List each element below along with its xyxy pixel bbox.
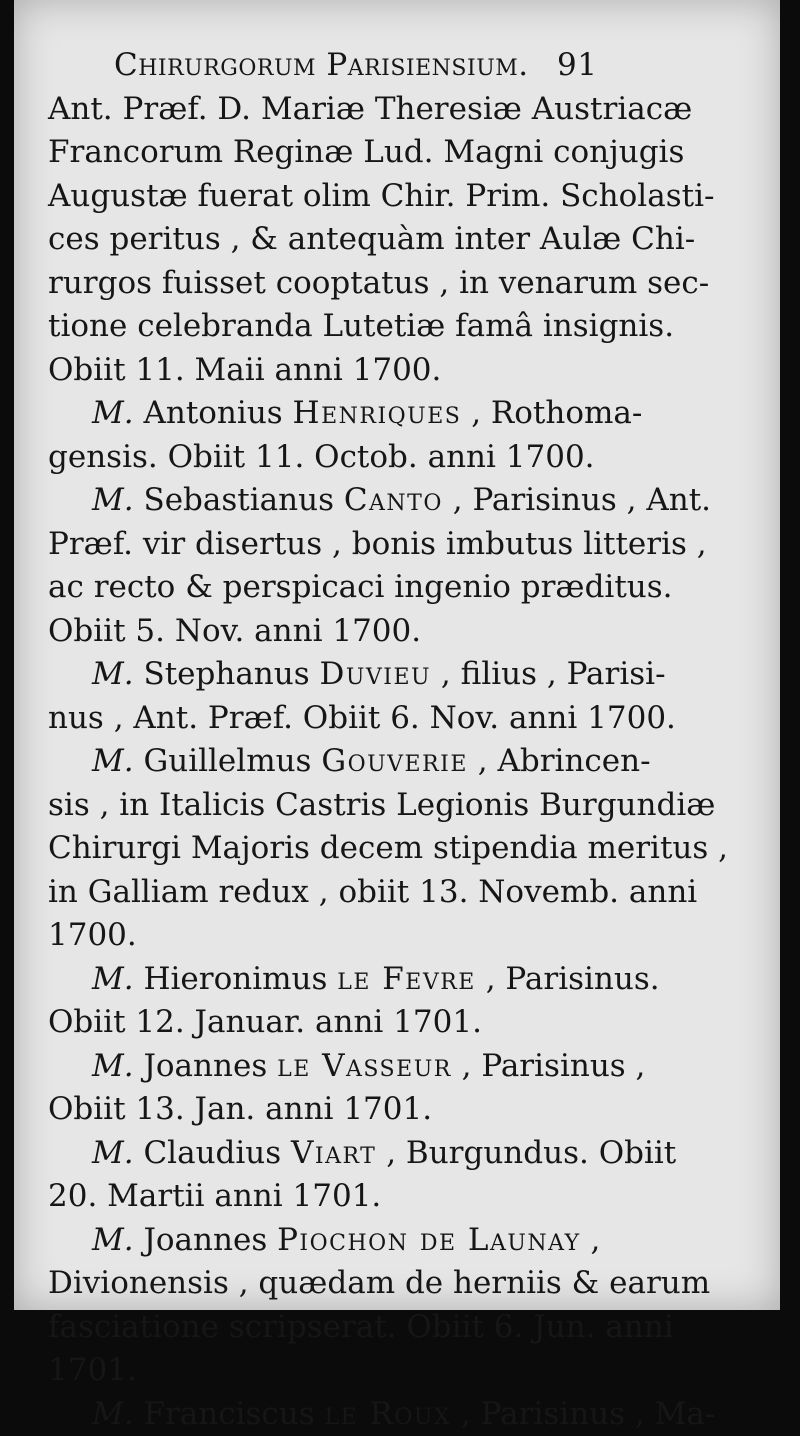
- text-segment: tione celebranda Lutetiæ famâ insignis.: [48, 308, 674, 344]
- text-segment: , Parisinus.: [476, 961, 660, 997]
- running-header: [48, 44, 738, 88]
- text-line: [48, 1045, 738, 1089]
- text-line: [48, 697, 738, 741]
- magister-abbrev: M.: [92, 743, 134, 779]
- surname: Duvieu: [320, 656, 432, 692]
- text-line: [48, 784, 738, 828]
- surname: Henriques: [293, 395, 462, 431]
- text-segment: , filius , Parisi-: [431, 656, 665, 692]
- text-line: [48, 88, 738, 132]
- text-segment: ,: [581, 1222, 601, 1258]
- text-segment: , Burgundus. Obiit: [376, 1135, 676, 1171]
- text-line: [48, 958, 738, 1002]
- text-line: [48, 1132, 738, 1176]
- text-segment: Ant. Præf. D. Mariæ Theresiæ Austriacæ: [48, 91, 692, 127]
- magister-abbrev: M.: [92, 482, 134, 518]
- text-line: [48, 1001, 738, 1045]
- magister-abbrev: M.: [92, 656, 134, 692]
- surname: Piochon de Launay: [277, 1222, 581, 1258]
- text-line: [48, 218, 738, 262]
- text-line: [48, 523, 738, 567]
- text-segment: nus , Ant. Præf. Obiit 6. Nov. anni 1700.: [48, 700, 676, 736]
- running-title: Chirurgorum Parisiensium.: [114, 47, 529, 83]
- text-segment: rurgos fuisset cooptatus , in venarum sec-: [48, 265, 709, 301]
- text-line: [48, 392, 738, 436]
- text-line: [48, 479, 738, 523]
- text-segment: in Galliam redux , obiit 13. Novemb. anni: [48, 874, 697, 910]
- text-line: [48, 566, 738, 610]
- text-line: [48, 1349, 738, 1393]
- text-segment: , Rothoma-: [461, 395, 642, 431]
- text-line: [48, 262, 738, 306]
- magister-abbrev: M.: [92, 1396, 134, 1432]
- text-segment: Claudius: [134, 1135, 291, 1171]
- text-segment: Joannes: [134, 1222, 277, 1258]
- text-segment: Obiit 5. Nov. anni 1700.: [48, 613, 421, 649]
- text-segment: , Parisinus , Ma-: [451, 1396, 715, 1432]
- text-segment: Obiit 13. Jan. anni 1701.: [48, 1091, 432, 1127]
- text-line: [48, 175, 738, 219]
- book-page: [14, 0, 780, 1310]
- text-line: [48, 436, 738, 480]
- text-segment: 1701.: [48, 1352, 137, 1388]
- text-segment: Francorum Reginæ Lud. Magni conjugis: [48, 134, 684, 170]
- text-line: [48, 1393, 738, 1436]
- text-segment: Antonius: [134, 395, 293, 431]
- text-line: [48, 131, 738, 175]
- text-segment: , Abrincen-: [468, 743, 651, 779]
- text-segment: gensis. Obiit 11. Octob. anni 1700.: [48, 439, 595, 475]
- surname: Canto: [344, 482, 443, 518]
- magister-abbrev: M.: [92, 1135, 134, 1171]
- text-segment: 1700.: [48, 917, 137, 953]
- text-segment: sis , in Italicis Castris Legionis Burgundiæ: [48, 787, 715, 823]
- text-segment: , Parisinus , Ant.: [443, 482, 711, 518]
- surname: Viart: [291, 1135, 376, 1171]
- text-segment: ac recto & perspicaci ingenio præditus.: [48, 569, 673, 605]
- text-segment: , Parisinus ,: [452, 1048, 646, 1084]
- text-segment: Stephanus: [134, 656, 320, 692]
- text-line: [48, 871, 738, 915]
- text-line: [48, 1306, 738, 1350]
- surname: le Fevre: [337, 961, 476, 997]
- body-text: [48, 88, 738, 1436]
- text-segment: Sebastianus: [134, 482, 344, 518]
- text-segment: Præf. vir disertus , bonis imbutus litteris ,: [48, 526, 707, 562]
- text-line: [48, 1088, 738, 1132]
- text-line: [48, 349, 738, 393]
- text-segment: Obiit 11. Maii anni 1700.: [48, 352, 441, 388]
- magister-abbrev: M.: [92, 1222, 134, 1258]
- page-number: 91: [557, 47, 597, 83]
- text-line: [48, 653, 738, 697]
- surname: le Vasseur: [277, 1048, 452, 1084]
- text-line: [48, 305, 738, 349]
- text-segment: ces peritus , & antequàm inter Aulæ Chi-: [48, 221, 695, 257]
- text-segment: Divionensis , quædam de herniis & earum: [48, 1265, 710, 1301]
- text-segment: fasciatione scripserat. Obiit 6. Jun. anni: [48, 1309, 674, 1345]
- text-segment: Obiit 12. Januar. anni 1701.: [48, 1004, 482, 1040]
- text-line: [48, 914, 738, 958]
- text-segment: Joannes: [134, 1048, 277, 1084]
- surname: le Roux: [325, 1396, 452, 1432]
- text-line: [48, 1175, 738, 1219]
- magister-abbrev: M.: [92, 395, 134, 431]
- text-line: [48, 610, 738, 654]
- text-segment: 20. Martii anni 1701.: [48, 1178, 381, 1214]
- text-line: [48, 1219, 738, 1263]
- page-text: [48, 44, 738, 1436]
- text-segment: Chirurgi Majoris decem stipendia meritus ,: [48, 830, 728, 866]
- text-segment: Augustæ fuerat olim Chir. Prim. Scholasti-: [48, 178, 714, 214]
- text-segment: Franciscus: [134, 1396, 325, 1432]
- text-segment: Guillelmus: [134, 743, 322, 779]
- text-line: [48, 1262, 738, 1306]
- text-segment: Hieronimus: [134, 961, 338, 997]
- magister-abbrev: M.: [92, 1048, 134, 1084]
- text-line: [48, 827, 738, 871]
- surname: Gouverie: [321, 743, 468, 779]
- text-line: [48, 740, 738, 784]
- magister-abbrev: M.: [92, 961, 134, 997]
